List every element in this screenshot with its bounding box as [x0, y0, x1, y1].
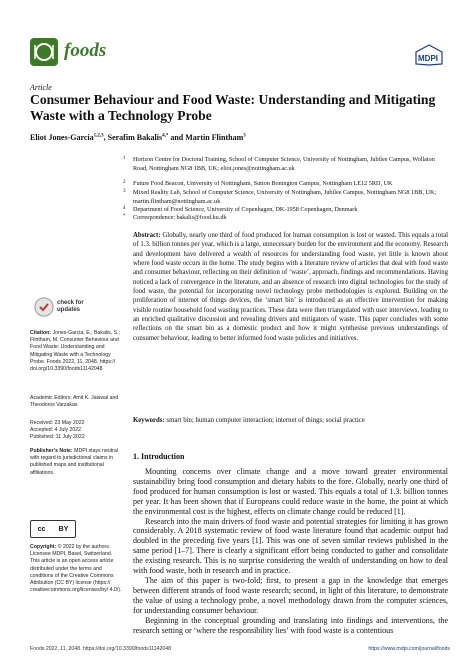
publisher-note-label: Publisher’s Note:	[30, 448, 73, 454]
keywords-label: Keywords:	[133, 417, 165, 424]
published-date: Published: 11 July 2022	[30, 434, 85, 441]
keywords-text: smart bin; human computer interaction; internet of things; social practice	[166, 417, 365, 424]
author-list	[30, 133, 450, 142]
copyright-label: Copyright:	[30, 544, 57, 550]
publisher-note	[30, 448, 122, 477]
article-title: Consumer Behaviour and Food Waste: Understanding and Mitigating Waste with a Technology Probe	[30, 92, 436, 123]
abstract-label: Abstract:	[133, 232, 161, 239]
author-name: Serafim Bakalis	[107, 133, 163, 142]
paragraph: Beginning in the conceptual grounding and translating into findings and interventions, the research setting or ‘where the responsibility lies’ with food waste is a contentious	[133, 615, 448, 635]
article-type: Article	[30, 83, 52, 92]
author-affiliation-marker: 4,*	[162, 133, 169, 139]
paragraph: Mounting concerns over climate change and a move toward greater environmental sustainability bring food consumption and dietary habits to the fore. Globally, nearly one third of food produced for human consumption is lost or wasted. This equals a total of 1.3. billion tonnes per year. It has been shown that if Europeans could reduce waste in the home, the point at which the environmental cost is the highest, effects on climate change could be reduced [1].	[133, 467, 448, 516]
citation-label: Citation:	[30, 330, 52, 336]
editors-text: Amit K. Jaiswal and Theodoros Varzakas	[30, 395, 119, 409]
footer-journal-link[interactable]: https://www.mdpi.com/journal/foods	[368, 646, 450, 652]
cc-by-license-badge[interactable]	[30, 520, 76, 538]
author-separator: and	[168, 133, 186, 142]
footer-citation: Foods 2022, 11, 2048. https://doi.org/10.3390/foods11142048	[30, 646, 172, 652]
page-footer	[30, 646, 450, 652]
copyright-block	[30, 544, 122, 594]
affiliation	[123, 189, 448, 206]
affiliation-text: Department of Food Science, University of Copenhagen, DK-1958 Copenhagen, Denmark	[133, 206, 358, 213]
abstract	[133, 231, 448, 343]
affiliation-text: Future Food Beacon, University of Nottingham, Sutton Bonington Campus, Nottingham LE12 5RD, UK	[133, 180, 393, 187]
cc-icon: cc	[37, 525, 46, 533]
author-name: Martin Flintham	[185, 133, 244, 142]
section-heading: 1. Introduction	[133, 452, 185, 461]
paragraph: Research into the main drivers of food waste and potential strategies for limiting it has grown considerably. A 2018 systematic review of food waste literature found that academic output had doubled in the preceding five years [1]. This was one of seven similar reviews published in the same period [1–7]. There is clearly a significant effort being conducted to gather and consolidate the existing research. This is no surprise considering the wealth of understanding on how to deal with food waste, both in research and in practice.	[133, 516, 448, 576]
affiliation	[123, 180, 448, 189]
editors-label: Academic Editors:	[30, 395, 72, 401]
author-name: Eliot Jones-Garcia	[30, 133, 94, 142]
copyright-text: © 2022 by the authors. Licensee MDPI, Basel, Switzerland. This article is an open access article distributed under the terms and conditions of the Creative Commons Attribution (CC BY) license (https:// creativecommons.org/licenses/by/ 4.0/).	[30, 544, 122, 594]
citation-block	[30, 330, 122, 373]
mdpi-logo-icon	[414, 44, 444, 66]
affiliation-number: 2	[123, 180, 126, 185]
accepted-date: Accepted: 4 July 2022	[30, 427, 82, 434]
check-for-updates-line: updates	[57, 307, 81, 313]
intro-body	[133, 467, 448, 635]
check-for-updates-icon[interactable]	[34, 297, 54, 317]
affiliation-number: 3	[123, 189, 126, 194]
author-affiliation-marker: 1,2,3	[93, 133, 104, 139]
abstract-text: Globally, nearly one third of food produced for human consumption is lost or wasted. This equals a total of 1.3. billion tonnes per year, which is a large, unnecessary burden for the environment and the economy. Research and development have delivered a wealth of resources for understanding food waste, yet little is known about where food waste occurs in the home. The study begins with a literature review of articles that deal with food waste and consumer behaviour, reflecting on their definition of ‘waste’, approach, findings and recommendations. Having noticed a lack of convergence in the literature, and an absence of research into digital technologies for the study of food waste, the potential for incorporating novel technology probe methodologies is explored. Building on the proliferation of internet of things devices, the ‘smart bin’ is introduced as an effective intervention for making visible routine household food wasting practices. These data were then triangulated with user interviews, leading to an enriched qualitative discussion and revealing drivers and mitigators of waste. This paper concludes with some reflections on the smart bin as a domestic product and how it might synthesise previous understandings of consumer behaviour, leading to better informed food waste policies and initiatives.	[133, 232, 448, 342]
affiliation-number: *	[123, 214, 126, 219]
affiliation-number: 4	[123, 206, 126, 211]
citation-text: Jones-Garcia, E.; Bakalis, S.; Flintham, M. Consumer Behaviour and Food Waste: Understanding and Mitigating Waste with a Technology Probe. Foods 2022, 11, 2048. https:// doi.org/10.3390/foods11142048	[30, 330, 120, 373]
affiliation	[123, 156, 448, 173]
received-date: Received: 23 May 2022	[30, 420, 85, 426]
editors-block	[30, 395, 122, 409]
affiliation	[123, 214, 448, 223]
foods-logo-icon	[30, 38, 58, 66]
publisher-note-text: MDPI stays neutral with regard to jurisdictional claims in published maps and institutional affiliations.	[30, 448, 118, 476]
check-for-updates-line: check for	[57, 300, 84, 306]
author-affiliation-marker: 3	[243, 133, 246, 139]
check-for-updates-link[interactable]	[57, 300, 84, 314]
affiliation-text: Horizon Centre for Doctoral Training, School of Computer Science, University of Nottingham, Jubilee Campus, Wollaton Road, Nottingham NG8 1BB, UK; eliot.jones@nottingham.ac.uk	[133, 156, 435, 172]
keywords	[133, 416, 448, 425]
journal-name: foods	[64, 40, 107, 61]
author-separator: ,	[103, 133, 108, 142]
affiliation-text: Mixed Reality Lab, School of Computer Science, University of Nottingham, Jubilee Campus, Nottingham NG8 1BB, UK; martin.flintham@nottingham.ac.uk	[133, 189, 437, 205]
paragraph: The aim of this paper is two-fold; first, to present a gap in the knowledge that emerges between different strands of food waste research; second, in light of this literature, to demonstrate the value of using a technology probe, a novel methodology drawn from the computer sciences, for understanding consumer behaviour.	[133, 575, 448, 615]
by-icon: BY	[58, 525, 69, 533]
affiliation-number: 1	[123, 156, 126, 161]
publisher-name: MDPI	[418, 54, 438, 63]
dates-block	[30, 420, 122, 442]
affiliation-text: Correspondence: bakalis@food.ku.dk	[133, 214, 227, 221]
